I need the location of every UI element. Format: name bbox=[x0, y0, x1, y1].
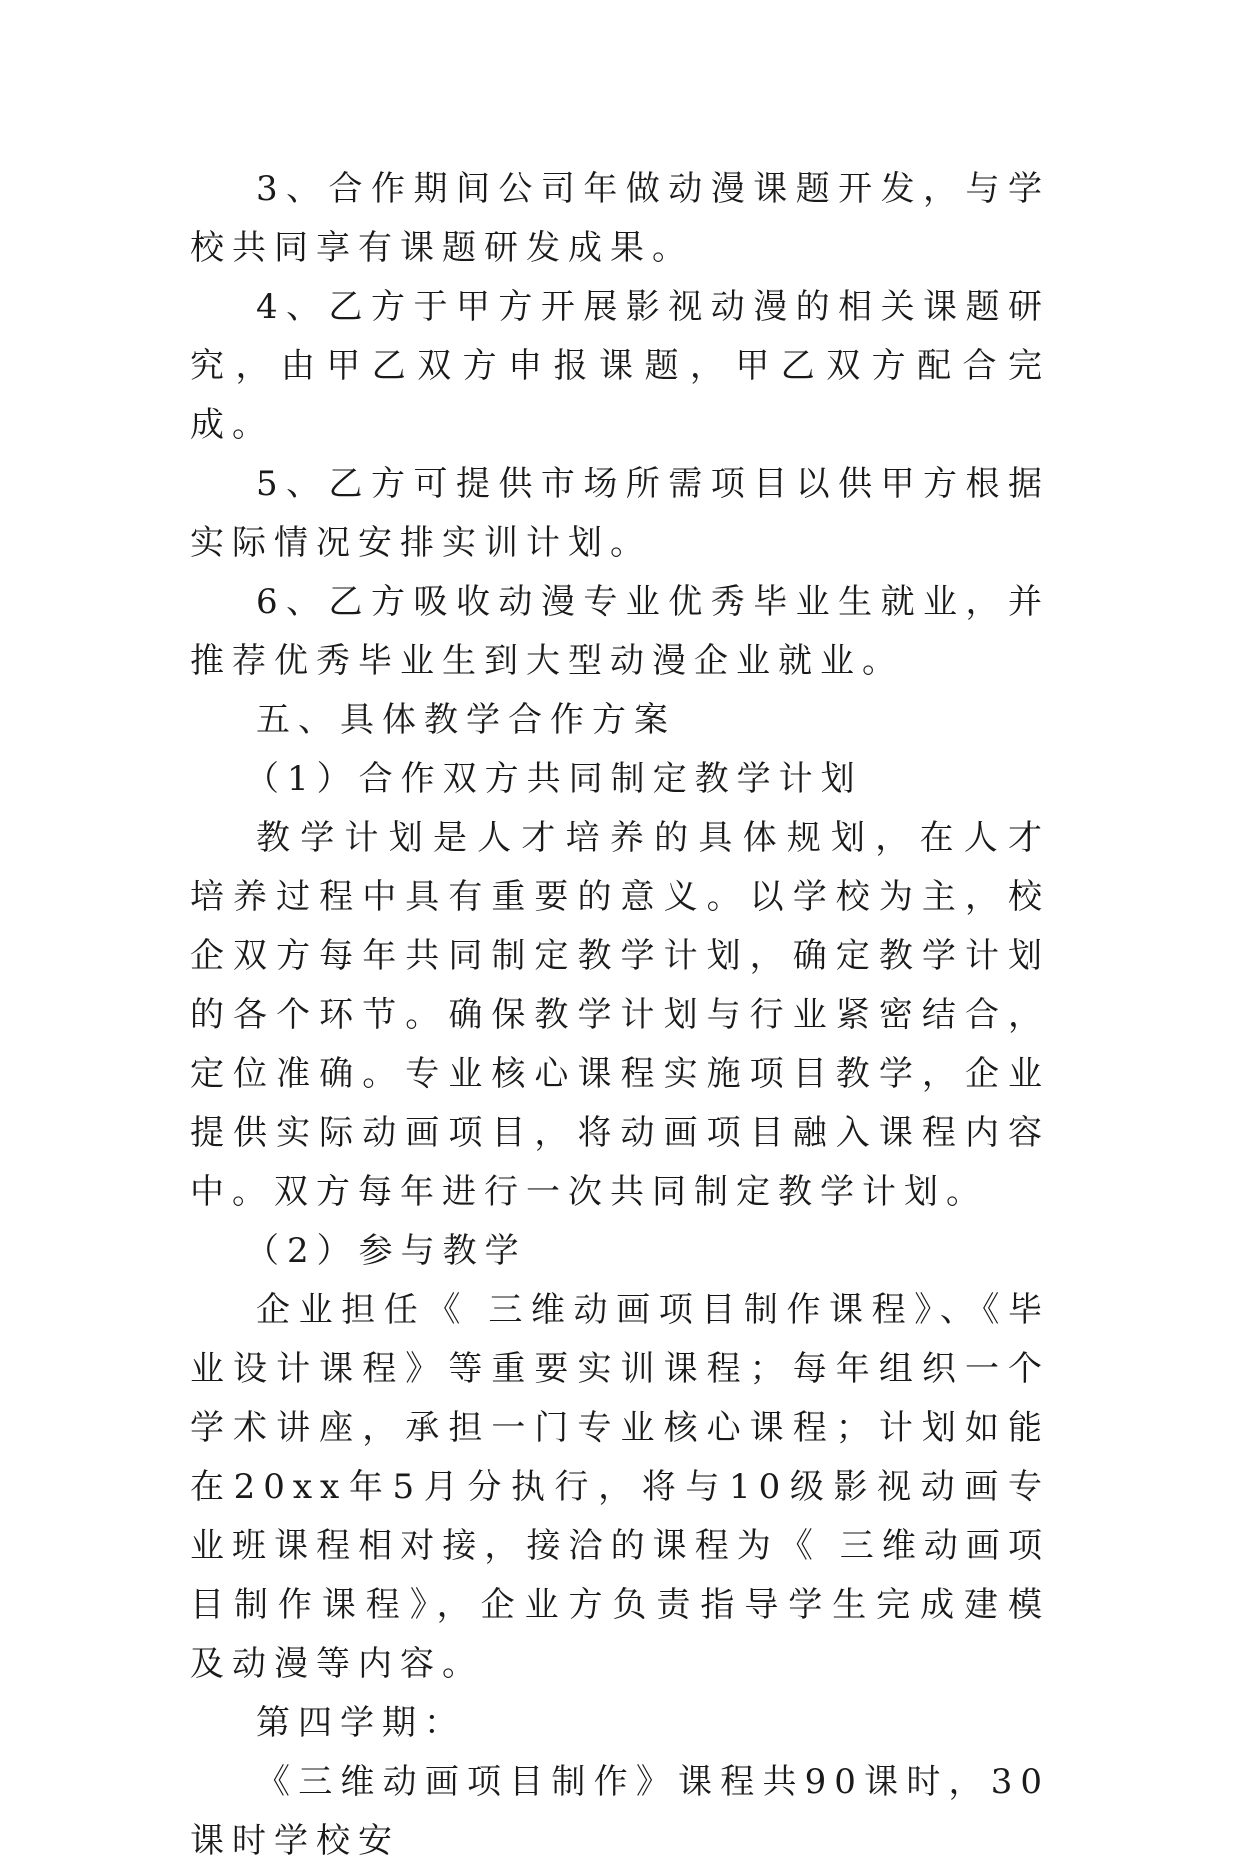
semester-label: 第四学期： bbox=[256, 1703, 466, 1743]
teaching-plan-paragraph: 教学计划是人才培养的具体规划，在人才培养过程中具有重要的意义。以学校为主，校企双方每年共同制定教学计划，确定教学计划的各个环节。确保教学计划与行业紧密结合，定位准确。专业核心课程实施项目教学，企业提供实际动画项目，将动画项目融入课程内容中。双方每年进行一次共同制定教学计划。 bbox=[190, 818, 1050, 1212]
subsection-heading-1: （1）合作双方共同制定教学计划 bbox=[245, 759, 863, 799]
paragraph-item-5: 5、乙方可提供市场所需项目以供甲方根据实际情况安排实训计划。 bbox=[190, 464, 1050, 563]
document-body bbox=[190, 160, 1050, 1871]
paragraph-item-4: 4、乙方于甲方开展影视动漫的相关课题研究，由甲乙双方申报课题，甲乙双方配合完成。 bbox=[190, 287, 1050, 445]
paragraph-item-3: 3、合作期间公司年做动漫课题开发，与学校共同享有课题研发成果。 bbox=[190, 169, 1050, 268]
course-hours-paragraph: 《三维动画项目制作》课程共90课时，30课时学校安 bbox=[190, 1762, 1050, 1861]
participation-paragraph: 企业担任《 三维动画项目制作课程》、《毕业设计课程》等重要实训课程；每年组织一个学术讲座，承担一门专业核心课程；计划如能在20xx年5月分执行，将与10级影视动画专业班课程相对接，接洽的课程为《 三维动画项目制作课程》，企业方负责指导学生完成建模及动漫等内容。 bbox=[190, 1290, 1050, 1684]
paragraph-item-6: 6、乙方吸收动漫专业优秀毕业生就业，并推荐优秀毕业生到大型动漫企业就业。 bbox=[190, 582, 1050, 681]
subsection-heading-2: （2）参与教学 bbox=[245, 1231, 527, 1271]
section-heading: 五、具体教学合作方案 bbox=[256, 700, 676, 740]
